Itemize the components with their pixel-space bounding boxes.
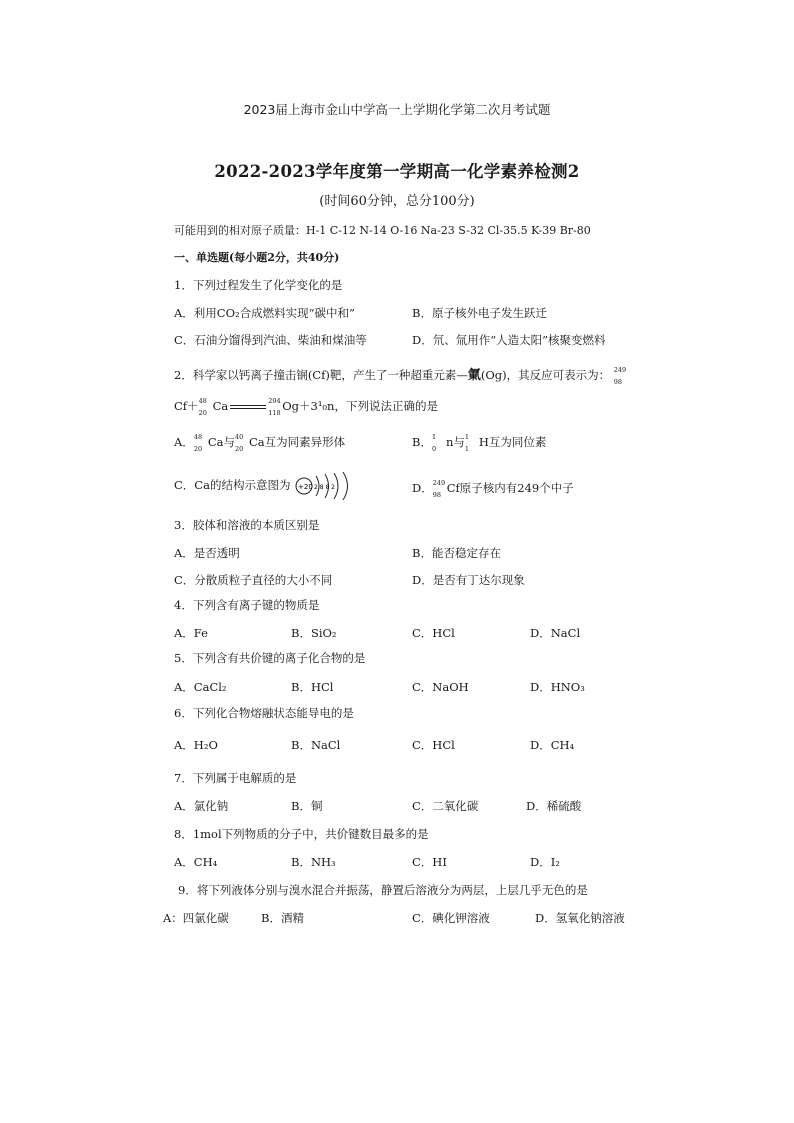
- q7-option-b: B．铜: [291, 799, 323, 813]
- q2-stem-text: 2．科学家以钙离子撞击锎(Cf)靶，产生了一种超重元素—: [174, 368, 468, 382]
- q5-option-b: B．HCl: [291, 680, 334, 694]
- q8-option-b: B．NH₃: [291, 855, 336, 869]
- q1-option-c: C．石油分馏得到汽油、柴油和煤油等: [174, 333, 367, 347]
- question-6-stem: 6．下列化合物熔融状态能导电的是: [174, 706, 354, 720]
- q2-reaction: [174, 397, 438, 417]
- question-3-stem: 3．胶体和溶液的本质区别是: [174, 518, 320, 532]
- q2-og-nuclide: 294 118: [268, 397, 281, 417]
- q2-option-d: D． 249 98 Cf原子核内有249个中子: [412, 479, 574, 499]
- q2-reaction-lhs: Cf＋: [174, 399, 199, 413]
- question-9-stem: 9．将下列液体分别与溴水混合并振荡，静置后溶液分为两层，上层几乎无色的是: [178, 883, 588, 897]
- question-5-stem: 5．下列含有共价键的离子化合物的是: [174, 651, 366, 665]
- q4-option-d: D．NaCl: [530, 626, 581, 640]
- q2-cf-nuclide: 249 98: [613, 366, 627, 386]
- question-4-stem: 4．下列含有离子键的物质是: [174, 598, 320, 612]
- q4-option-b: B．SiO₂: [291, 626, 337, 640]
- q6-option-d: D．CH₄: [530, 738, 575, 752]
- document-header: 2023届上海市金山中学高一上学期化学第二次月考试题: [243, 102, 551, 117]
- question-8-stem: 8．1mol下列物质的分子中，共价键数目最多的是: [174, 827, 429, 841]
- q2-option-b: B． 1 0 n与 1 1 H互为同位素: [412, 433, 547, 453]
- nucleus-label: +20: [298, 483, 313, 491]
- q9-option-a: A：四氯化碳: [163, 911, 229, 925]
- q1-option-b: B．原子核外电子发生跃迁: [412, 306, 547, 320]
- q5-option-a: A．CaCl₂: [174, 680, 227, 694]
- q2-reaction-rhs: Og＋3¹₀n，下列说法正确的是: [282, 399, 438, 413]
- question-2-stem: [174, 364, 628, 386]
- q5-option-c: C．NaOH: [412, 680, 469, 694]
- q8-option-a: A．CH₄: [174, 855, 218, 869]
- q9-option-c: C．碘化钾溶液: [412, 911, 490, 925]
- q5-option-d: D．HNO₃: [530, 680, 585, 694]
- q2-ca-nuclide: 48 20: [198, 397, 207, 417]
- q6-option-b: B．NaCl: [291, 738, 341, 752]
- atomic-masses: 可能用到的相对原子质量：H-1 C-12 N-14 O-16 Na-23 S-32 Cl-35.5 K-39 Br-80: [174, 224, 591, 237]
- question-1-stem: 1．下列过程发生了化学变化的是: [174, 278, 343, 292]
- q1-option-d: D．氘、氚用作“人造太阳”核聚变燃料: [412, 333, 606, 347]
- reaction-arrow: [230, 405, 266, 409]
- exam-subtitle: (时间60分钟，总分100分): [319, 194, 475, 209]
- q4-option-c: C．HCl: [412, 626, 455, 640]
- q2-stem-tail: (Og)，其反应可表示为：: [480, 368, 611, 382]
- ca-atom-structure-diagram: [294, 472, 354, 500]
- q1-option-a: A．利用CO₂合成燃料实现“碳中和”: [174, 306, 355, 320]
- q3-option-b: B．能否稳定存在: [412, 546, 501, 560]
- section-title: 一、单选题(每小题2分，共40分): [174, 251, 340, 264]
- q2-ca-symbol: Ca: [212, 399, 229, 413]
- q4-option-a: A．Fe: [174, 626, 208, 640]
- shell-numbers: 2 8 8 2: [314, 484, 336, 491]
- q8-option-c: C．HI: [412, 855, 447, 869]
- question-7-stem: 7．下列属于电解质的是: [174, 771, 297, 785]
- q3-option-c: C．分散质粒子直径的大小不同: [174, 573, 333, 587]
- q3-option-d: D．是否有丁达尔现象: [412, 573, 525, 587]
- q6-option-c: C．HCl: [412, 738, 455, 752]
- q2-option-c: C．Ca的结构示意图为 +20 2 8 8 2: [174, 472, 354, 500]
- q9-option-d: D．氢氧化钠溶液: [535, 911, 625, 925]
- q7-option-a: A．氯化钠: [174, 799, 229, 813]
- q7-option-c: C．二氧化碳: [412, 799, 479, 813]
- q9-option-b: B．酒精: [261, 911, 304, 925]
- q7-option-d: D．稀硫酸: [526, 799, 582, 813]
- q6-option-a: A．H₂O: [174, 738, 218, 752]
- q3-option-a: A．是否透明: [174, 546, 240, 560]
- exam-title: 2022-2023学年度第一学期高一化学素养检测2: [214, 162, 580, 181]
- q2-option-a: A． 48 20 Ca与 40 20 Ca互为同素异形体: [174, 433, 346, 453]
- q2-element-og-glyph: 氭: [467, 368, 481, 383]
- q8-option-d: D．I₂: [530, 855, 560, 869]
